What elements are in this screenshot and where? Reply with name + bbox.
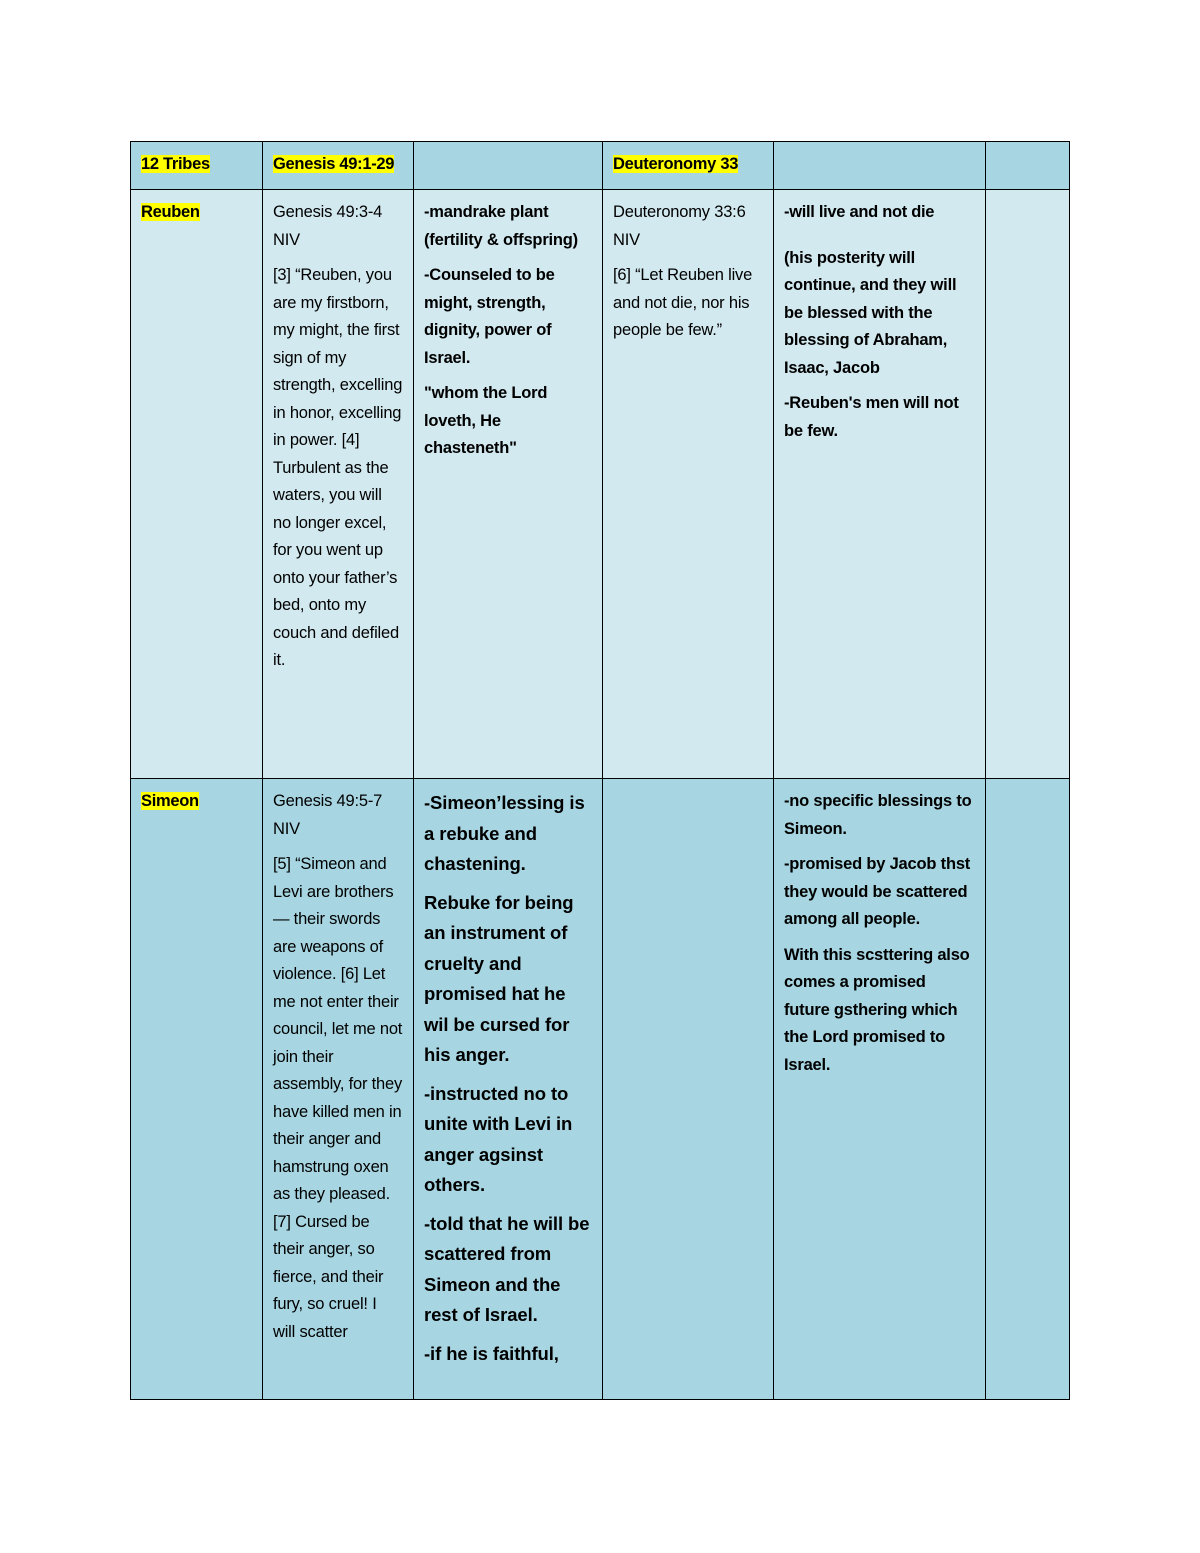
reuben-extra-cell: [985, 189, 1070, 779]
simeon-note-rebuke: -Simeon’lessing is a rebuke and chastening.: [424, 792, 585, 874]
reuben-note-counseled: -Counseled to be might, strength, dignity, power of Israel.: [424, 266, 555, 367]
reuben-genesis-cell: [262, 189, 414, 779]
simeon-note-scattered: -told that he will be scattered from Simeon and the rest of Israel.: [424, 1212, 590, 1325]
simeon-genesis-notes-cell: [413, 778, 603, 1400]
simeon-extra-cell: [985, 778, 1070, 1400]
simeon-note-levi: -instructed no to unite with Levi in anger agsinst others.: [424, 1082, 573, 1195]
simeon-note-faithful: -if he is faithful,: [424, 1342, 559, 1364]
reuben-deuteronomy-text: [6] “Let Reuben live and not die, nor his people be few.”: [613, 266, 753, 339]
reuben-deuteronomy-ref: Deuteronomy 33:6 NIV: [613, 203, 746, 249]
simeon-deuteronomy-notes-cell: [773, 778, 986, 1400]
reuben-note-chasteneth: "whom the Lord loveth, He chasteneth": [424, 384, 548, 457]
reuben-tribe-cell: [130, 189, 263, 779]
tribe-name-simeon: Simeon: [141, 792, 199, 810]
reuben-deuteronomy-notes-cell: [773, 189, 986, 779]
simeon-genesis-text: [5] “Simeon and Levi are brothers— their swords are weapons of violence. [6] Let me not enter their council, let me not join their assembly, for they have killed men in their anger and hamstrung oxen as they pleased. [7] Cursed be their anger, so fierce, and their fury, so cruel! I will scatter: [273, 855, 403, 1341]
simeon-dnote-no-blessings: -no specific blessings to Simeon.: [784, 792, 972, 838]
header-cell-tribes: [130, 141, 263, 190]
reuben-genesis-ref: Genesis 49:3-4 NIV: [273, 203, 383, 249]
simeon-dnote-scattered: -promised by Jacob thst they would be scattered among all people.: [784, 855, 971, 928]
header-deuteronomy-label: Deuteronomy 33: [613, 155, 739, 173]
simeon-dnote-gathering: With this scsttering also comes a promised future gsthering which the Lord promised to Israel.: [784, 945, 970, 1074]
header-cell-deuteronomy: [602, 141, 774, 190]
header-genesis-label: Genesis 49:1-29: [273, 155, 395, 173]
tribe-name-reuben: Reuben: [141, 203, 200, 221]
simeon-tribe-cell: [130, 778, 263, 1400]
simeon-deuteronomy-cell: [602, 778, 774, 1400]
header-cell-genesis: [262, 141, 414, 190]
tribes-table: [130, 141, 1070, 1400]
reuben-genesis-text: [3] “Reuben, you are my firstborn, my might, the first sign of my strength, excelling in honor, excelling in power. [4] Turbulent as the waters, you will no longer excel, for you went up onto your father’s bed, onto my couch and defiled it.: [273, 266, 403, 669]
simeon-genesis-cell: [262, 778, 414, 1400]
header-cell-deuteronomy-notes: [773, 141, 986, 190]
header-tribes-label: 12 Tribes: [141, 155, 210, 173]
reuben-dnote-live: -will live and not die: [784, 203, 935, 221]
header-cell-extra: [985, 141, 1070, 190]
reuben-deuteronomy-cell: [602, 189, 774, 779]
reuben-dnote-posterity: (his posterity will continue, and they will be blessed with the blessing of Abraham, Isaac, Jacob: [784, 248, 957, 377]
simeon-genesis-ref: Genesis 49:5-7 NIV: [273, 792, 383, 838]
reuben-note-mandrake: -mandrake plant (fertility & offspring): [424, 203, 578, 249]
header-cell-genesis-notes: [413, 141, 603, 190]
reuben-dnote-men: -Reuben's men will not be few.: [784, 394, 959, 440]
simeon-note-cruelty: Rebuke for being an instrument of cruelty and promised hat he wil be cursed for his anger.: [424, 891, 574, 1065]
reuben-genesis-notes-cell: [413, 189, 603, 779]
